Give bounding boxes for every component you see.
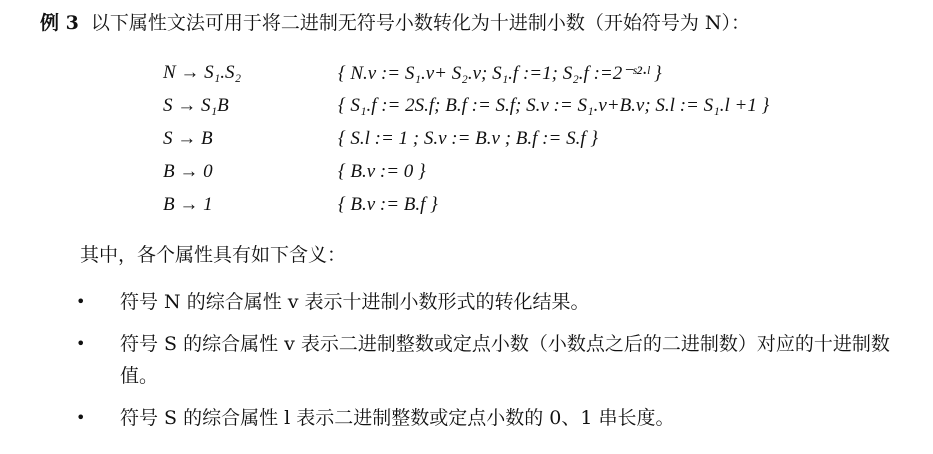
semantic-rule: { S.l := 1 ; S.v := B.v ; B.f := S.f } <box>338 128 598 149</box>
bullet-icon: • <box>76 334 86 353</box>
example-heading <box>40 8 750 35</box>
attribute-meaning-intro: 其中，各个属性具有如下含义： <box>80 244 347 266</box>
bullet-text: 符号 N 的综合属性 v 表示十进制小数形式的转化结果。 <box>120 291 590 313</box>
list-item <box>72 402 912 434</box>
bullet-icon: • <box>76 408 86 427</box>
list-item <box>72 328 912 392</box>
production-lhs: S → B <box>163 128 213 149</box>
list-item <box>72 286 912 318</box>
production-lhs: B → 1 <box>163 194 213 215</box>
bullet-text: 符号 S 的综合属性 l 表示二进制整数或定点小数的 0、1 串长度。 <box>120 407 675 429</box>
semantic-rule: { B.v := B.f } <box>338 194 438 215</box>
semantic-rule: { B.v := 0 } <box>338 161 426 182</box>
production-lhs: S → S₁B <box>163 95 229 116</box>
semantic-rule: { N.v := S₁.v+ S₂.v; S₁.f :=1; S₂.f :=2⁻ˢ²·ˡ } <box>338 63 662 84</box>
example-description: 以下属性文法可用于将二进制无符号小数转化为十进制小数（开始符号为 N）： <box>90 12 751 34</box>
attribute-bullet-list <box>72 286 912 444</box>
bullet-icon: • <box>76 292 86 311</box>
semantic-rule: { S₁.f := 2S.f; B.f := S.f; S.v := S₁.v+B.v; S.l := S₁.l +1 } <box>338 95 770 116</box>
production-lhs: N → S₁.S₂ <box>163 62 242 83</box>
production-lhs: B → 0 <box>163 161 213 182</box>
bullet-text: 符号 S 的综合属性 v 表示二进制整数或定点小数（小数点之后的二进制数）对应的十进制数值。 <box>120 333 890 387</box>
example-label: 例 3 <box>40 12 79 34</box>
